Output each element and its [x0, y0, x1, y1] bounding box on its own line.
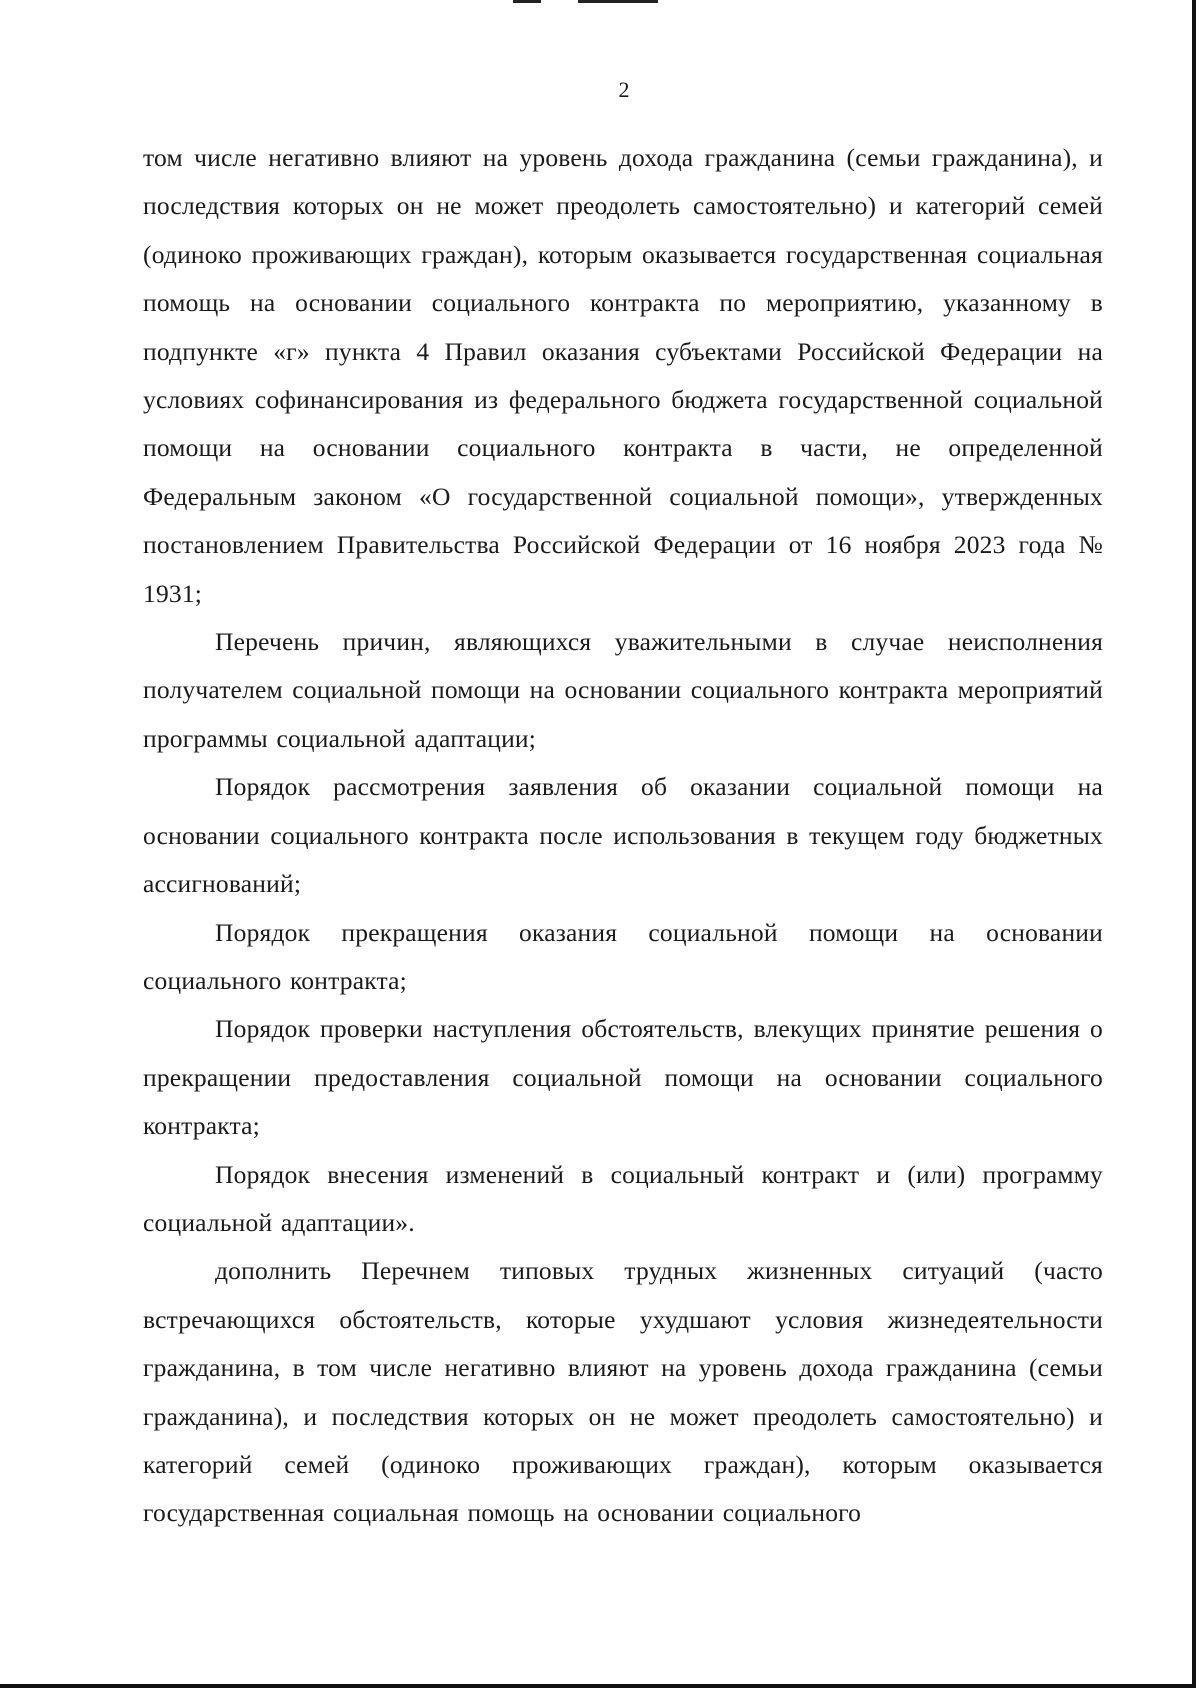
paragraph-application-procedure: Порядок рассмотрения заявления об оказании социальной помощи на основании социального контракта после использования в текущем году бюджетных ассигнований; [143, 772, 1103, 899]
paragraph-reasons-list: Перечень причин, являющихся уважительными в случае неисполнения получателем социальной помощи на основании социального контракта мероприятий программы социальной адаптации; [143, 627, 1103, 753]
scan-edge-right [1192, 0, 1196, 1688]
paragraph-verification-procedure: Порядок проверки наступления обстоятельств, влекущих принятие решения о прекращении предоставления социальной помощи на основании социального контракта; [143, 1014, 1103, 1141]
document-body [143, 134, 1103, 1538]
paragraph-termination-procedure: Порядок прекращения оказания социальной помощи на основании социального контракта; [143, 917, 1103, 995]
paragraph-supplement: дополнить Перечнем типовых трудных жизненных ситуаций (часто встречающихся обстоятельств, которые ухудшают условия жизнедеятельности гражданина, в том числе негативно влияют на уровень дохода гражданина (семьи гражданина), и последствия которых он не может преодолеть самостоятельно) и категорий семей (одиноко проживающих граждан), которым оказывается государственная социальная помощь на основании социального [143, 1256, 1103, 1528]
scan-edge-bottom [0, 1684, 1196, 1688]
scan-artifact-mark [513, 0, 541, 3]
paragraph-amendment-procedure: Порядок внесения изменений в социальный контракт и (или) программу социальной адаптации». [143, 1159, 1103, 1237]
scan-artifact-mark [578, 0, 658, 3]
page-number: 2 [618, 77, 630, 102]
paragraph-continuation: том числе негативно влияют на уровень дохода гражданина (семьи гражданина), и последствия которых он не может преодолеть самостоятельно) и категорий семей (одиноко проживающих граждан), которым оказывается государственная социальная помощь на основании социального контракта по мероприятию, указанному в подпункте «г» пункта 4 Правил оказания субъектами Российской Федерации на условиях софинансирования из федерального бюджета государственной социальной помощи на основании социального контракта в части, не определенной Федеральным законом «О государственной социальной помощи», утвержденных постановлением Правительства Российской Федерации от 16 ноября 2023 года № 1931; [143, 143, 1103, 608]
